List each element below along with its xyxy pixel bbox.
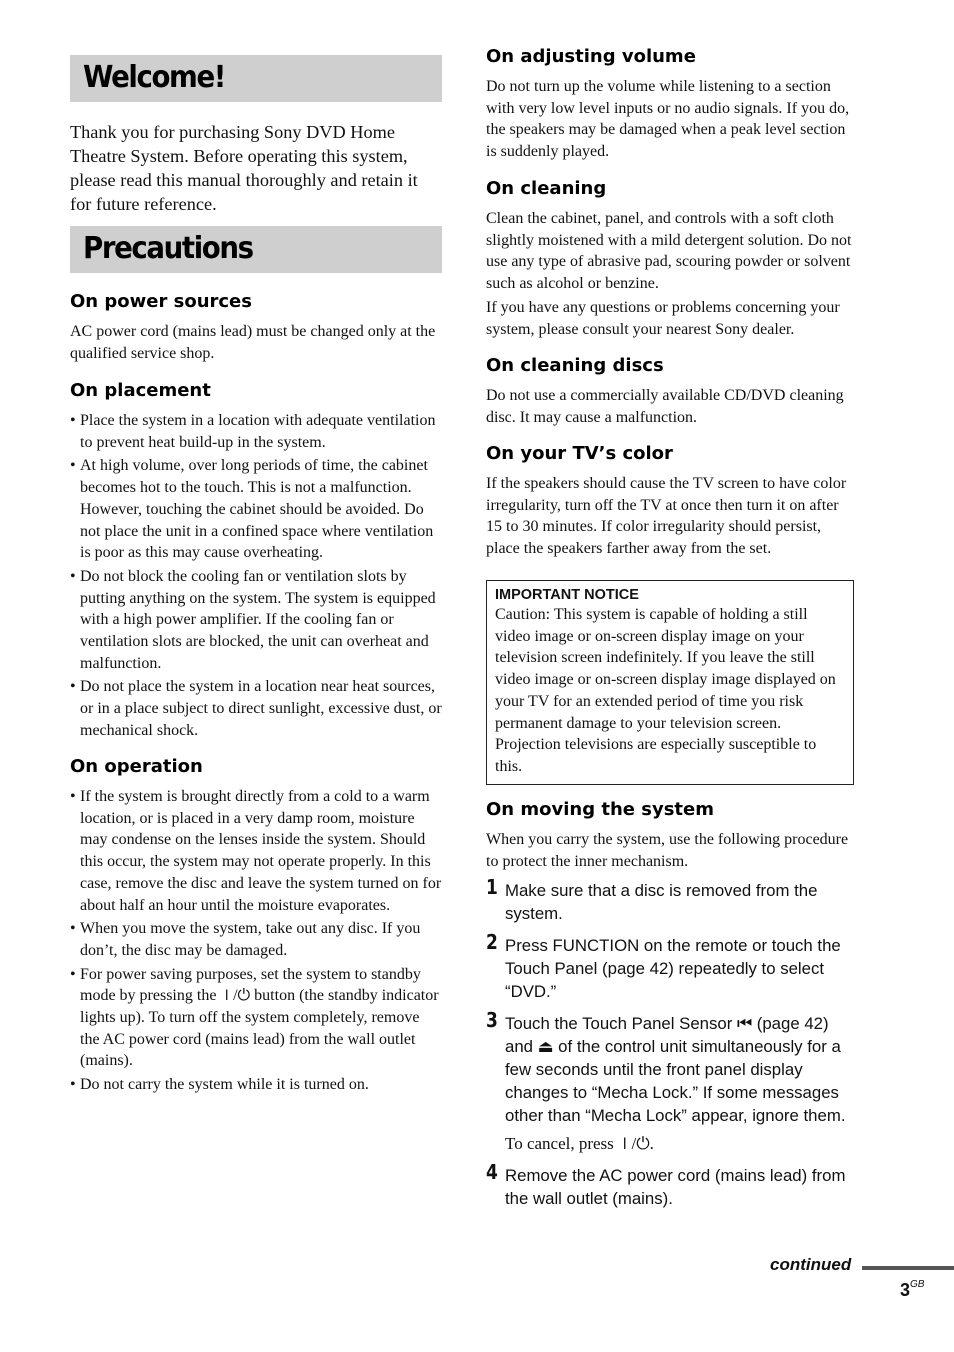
list-item: • When you move the system, take out any disc. If you don’t, the disc may be damaged. <box>70 918 442 961</box>
list-item: • Do not place the system in a location near heat sources, or in a place subject to direct sunlight, excessive dust, or mechanical shock. <box>70 676 442 741</box>
step-1 <box>486 875 854 925</box>
important-notice-box <box>486 580 854 785</box>
moving-steps <box>486 875 854 1210</box>
cleaning-text-dealer: If you have any questions or problems concerning your system, please consult your nearest Sony dealer. <box>486 298 840 338</box>
operation-heading: On operation <box>70 756 203 777</box>
placement-list <box>70 410 442 742</box>
tv-heading: On your TV’s color <box>486 443 673 464</box>
notice-text: Caution: This system is capable of holding a still video image or on-screen display image on your television screen indefinitely. If you leave the still video image or on-screen display image displayed on your TV for an extended period of time you risk permanent damage to your television screen. Projection televisions are especially susceptible to this. <box>495 606 836 775</box>
section-placement <box>70 380 442 744</box>
step-3 <box>486 1008 854 1155</box>
list-item: • At high volume, over long periods of time, the cabinet becomes hot to the touch. This is not a malfunction. However, touching the cabinet should be avoided. Do not place the unit in a confined space where ventilation is poor as this may cause overheating. <box>70 455 442 564</box>
section-operation <box>70 756 442 1098</box>
notice-title: IMPORTANT NOTICE <box>495 587 639 603</box>
intro-paragraph: Thank you for purchasing Sony DVD Home Theatre System. Before operating this system, please read this manual thoroughly and retain it for future reference. <box>70 122 418 214</box>
step-text: Touch the Touch Panel Sensor ⏮ (page 42) and ⏏ of the control unit simultaneously for a few seconds until the front panel display changes to “Mecha Lock.” If some messages other than “Mecha Lock” appear, ignore them. <box>505 1014 846 1126</box>
cleaning-heading: On cleaning <box>486 178 607 199</box>
step-number: 3 <box>486 1008 498 1033</box>
continued-rule <box>862 1266 954 1270</box>
discs-heading: On cleaning discs <box>486 355 664 376</box>
section-power-sources <box>70 291 442 364</box>
step-number: 4 <box>486 1160 498 1185</box>
step-number: 2 <box>486 930 498 955</box>
welcome-title: Welcome! <box>83 60 225 95</box>
operation-list <box>70 786 442 1096</box>
moving-text: When you carry the system, use the following procedure to protect the inner mechanism. <box>486 831 849 870</box>
page-number-value: 3 <box>900 1280 911 1300</box>
list-item: • For power saving purposes, set the system to standby mode by pressing the ⏽/⏻ button (the standby indicator lights up). To turn off the system completely, remove the AC power cord (mains lead) from the wall outlet (mains). <box>70 964 442 1073</box>
power-heading: On power sources <box>70 291 252 312</box>
list-item: • Place the system in a location with adequate ventilation to prevent heat build-up in the system. <box>70 410 442 453</box>
continued-label: continued <box>770 1255 852 1274</box>
welcome-banner <box>70 55 442 102</box>
placement-heading: On placement <box>70 380 211 401</box>
step-text: Press FUNCTION on the remote or touch the Touch Panel (page 42) repeatedly to select “DVD.” <box>505 936 841 1002</box>
section-moving-system <box>486 799 854 1219</box>
moving-heading: On moving the system <box>486 799 714 820</box>
page-number-suffix: GB <box>910 1279 925 1290</box>
volume-heading: On adjusting volume <box>486 46 696 67</box>
section-cleaning-discs <box>486 355 854 428</box>
section-cleaning <box>486 178 854 340</box>
discs-text: Do not use a commercially available CD/DVD cleaning disc. It may cause a malfunction. <box>486 387 844 426</box>
list-item: • If the system is brought directly from a cold to a warm location, or is placed in a very damp room, moisture may condense on the lenses inside the system. Should this occur, the system may not operate properly. In this case, remove the disc and leave the system turned on for about half an hour until the moisture evaporates. <box>70 786 442 916</box>
step-text: Remove the AC power cord (mains lead) from the wall outlet (mains). <box>505 1166 846 1209</box>
step-4 <box>486 1160 854 1210</box>
list-item: • Do not carry the system while it is turned on. <box>70 1074 442 1096</box>
section-adjusting-volume <box>486 46 854 163</box>
precautions-banner <box>70 226 442 273</box>
step-2 <box>486 930 854 1003</box>
cleaning-text: Clean the cabinet, panel, and controls with a soft cloth slightly moistened with a mild detergent solution. Do not use any type of abrasive pad, scouring powder or solvent such as alcohol or benzine. <box>486 210 852 293</box>
step-number: 1 <box>486 875 498 900</box>
volume-text: Do not turn up the volume while listening to a section with very low level inputs or no audio signals. If you do, the speakers may be damaged when a peak level section is suddenly played. <box>486 78 850 161</box>
precautions-title: Precautions <box>83 231 253 266</box>
section-tv-color <box>486 443 854 560</box>
step-text: Make sure that a disc is removed from the system. <box>505 881 818 924</box>
tv-text: If the speakers should cause the TV screen to have color irregularity, turn off the TV at once then turn it on after 15 to 30 minutes. If color irregularity should persist, place the speakers farther away from the set. <box>486 475 847 558</box>
list-item: • Do not block the cooling fan or ventilation slots by putting anything on the system. The system is equipped with a high power amplifier. If the cooling fan or ventilation slots are blocked, the unit can overheat and malfunction. <box>70 566 442 675</box>
step-cancel-note: To cancel, press ⏽/⏻. <box>505 1134 654 1154</box>
power-text: AC power cord (mains lead) must be changed only at the qualified service shop. <box>70 323 436 362</box>
page-number <box>900 1280 924 1301</box>
